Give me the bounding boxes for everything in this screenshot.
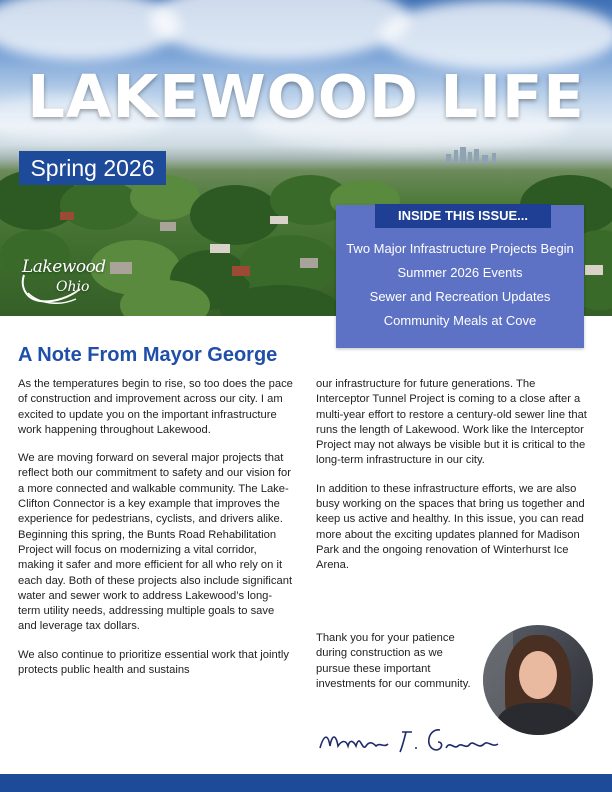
article-paragraph: As the temperatures begin to rise, so too does the pace of construction and improvement across our city. I am excited to update you on the important infrastructure work happening throughout Lakewood. xyxy=(18,378,293,436)
article-paragraph: In addition to these infrastructure efforts, we are also busy working on the spaces that bring us together and keep us active and healthy. In this issue, you can read more about the exciting updates planned for Madison Park and the ongoing renovation of Winterhurst Ice Arena. xyxy=(316,482,585,572)
article-paragraph: We also continue to prioritize essential work that jointly protects public health and sustains xyxy=(18,648,289,677)
article-paragraph: our infrastructure for future generations. The Interceptor Tunnel Project is coming to a close after a multi-year effort to restore a century-old sewer line that runs the length of Lakewood. Work like the Interceptor Project may not always be visible but it is critical to the long-term infrastructure in our city. xyxy=(316,378,587,467)
city-skyline xyxy=(440,147,510,163)
masthead-title: LAKEWOOD LIFE xyxy=(27,62,585,131)
inside-item: Two Major Infrastructure Projects Begin xyxy=(346,241,574,256)
inside-item: Summer 2026 Events xyxy=(397,265,523,280)
mayor-signature xyxy=(316,722,506,758)
article-heading: A Note From Mayor George xyxy=(18,344,278,366)
inside-item: Community Meals at Cove xyxy=(383,313,537,328)
footer-bar xyxy=(0,774,612,792)
city-logo: Lakewood Ohio xyxy=(18,253,102,309)
article-column-right xyxy=(316,377,588,587)
article-paragraph: We are moving forward on several major projects that reflect both our commitment to safety and our vision for a more connected and walkable community. The Lake-Clifton Connector is a key example that improves the experience for pedestrians, cyclists, and drivers alike. Beginning this spring, the Bunts Road Rehabilitation Project will focus on modernizing a vital corridor, making it safer and more efficient for all who rely on it each day. Both of these projects also include significant water and sewer work to address Lakewood’s long-term utility needs, addressing multiple goals to save and leverage tax dollars. xyxy=(18,452,293,633)
article-closing xyxy=(316,631,476,705)
inside-list xyxy=(342,241,578,337)
issue-season-badge: Spring 2026 xyxy=(19,151,166,185)
inside-item: Sewer and Recreation Updates xyxy=(369,289,551,304)
inside-this-issue-box xyxy=(336,205,584,348)
article-column-left xyxy=(18,377,293,691)
closing-paragraph: Thank you for your patience during construction as we pursue these important investments for our community. xyxy=(316,632,471,690)
mayor-portrait xyxy=(483,625,593,735)
inside-heading: INSIDE THIS ISSUE... xyxy=(375,204,551,228)
